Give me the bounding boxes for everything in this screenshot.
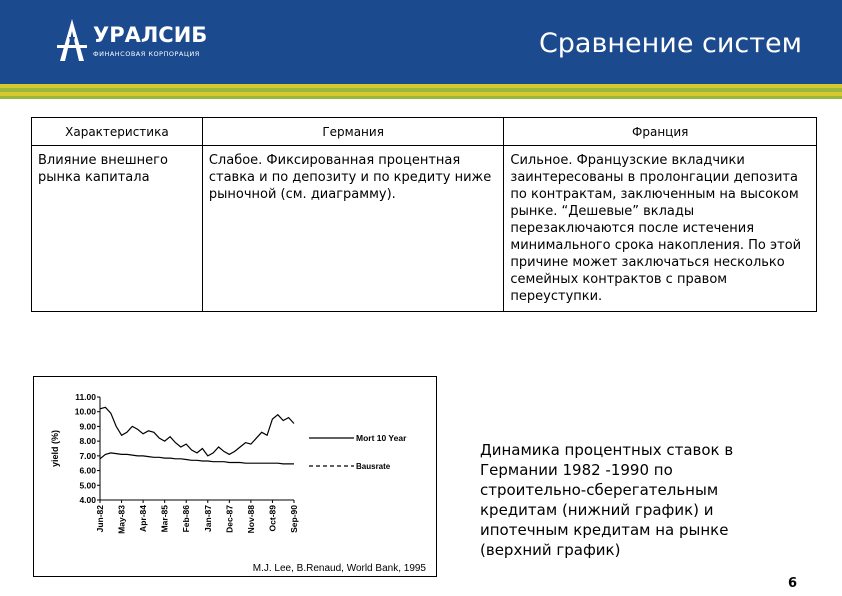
cell-france: Сильное. Французские вкладчики заинтересованы в пролонгации депозита по контрактам, заключенным на высоком рынке. “Дешевые” вклады перезаключаются после истечения минимального срока накопления. По этой причине может заключаться несколько семейных контрактов с правом переуступки. xyxy=(504,146,817,312)
page-number: 6 xyxy=(788,576,798,591)
legend-label-bausrate: Bausrate xyxy=(356,462,391,471)
uralsib-logo xyxy=(55,17,235,67)
table-row xyxy=(32,146,817,312)
y-tick-label: 5.00 xyxy=(79,480,96,491)
comparison-table xyxy=(31,117,817,312)
x-tick-label: Mar-85 xyxy=(159,505,170,533)
y-tick-label: 9.00 xyxy=(79,421,96,432)
y-tick-label: 4.00 xyxy=(79,495,96,505)
x-tick-label: Feb-86 xyxy=(181,505,192,533)
x-tick-label: May-83 xyxy=(116,505,127,534)
x-tick-label: Jun-82 xyxy=(95,505,105,533)
y-tick-label: 6.00 xyxy=(79,465,96,476)
x-tick-label: Apr-84 xyxy=(138,505,149,532)
slide-title: Сравнение систем xyxy=(538,28,802,59)
logo-name: УРАЛСИБ xyxy=(93,23,208,47)
y-tick-label: 11.00 xyxy=(75,392,96,402)
header-germany: Германия xyxy=(202,118,504,146)
series-line-mort xyxy=(100,407,294,456)
x-tick-label: Jan-87 xyxy=(202,505,213,532)
slide-header xyxy=(0,0,842,84)
x-tick-label: Sep-90 xyxy=(289,505,299,533)
x-tick-label: Oct-89 xyxy=(267,505,278,532)
y-tick-label: 10.00 xyxy=(74,406,96,417)
header-stripe-green-2 xyxy=(0,96,842,99)
y-tick-label: 7.00 xyxy=(79,450,96,461)
y-tick-label: 8.00 xyxy=(79,436,96,447)
series-line-bausrate xyxy=(100,453,294,464)
y-axis-label: yield (%) xyxy=(50,429,60,468)
table-header-row xyxy=(32,118,817,146)
header-characteristic: Характеристика xyxy=(32,118,203,146)
cell-characteristic: Влияние внешнего рынка капитала xyxy=(32,146,203,312)
logo-subtitle: ФИНАНСОВАЯ КОРПОРАЦИЯ xyxy=(93,50,200,58)
chart-source: M.J. Lee, B.Renaud, World Bank, 1995 xyxy=(252,563,426,574)
header-france: Франция xyxy=(504,118,817,146)
legend-label-mort: Mort 10 Year xyxy=(356,433,407,443)
interest-rate-chart xyxy=(33,376,437,577)
x-tick-label: Dec-87 xyxy=(224,505,235,533)
chart-caption: Динамика процентных ставок в Германии 1982 -1990 по строительно-сберегательным кредитам (нижний график) и ипотечным кредитам на рынке (верхний график) xyxy=(480,441,734,559)
logo-emblem-icon xyxy=(55,17,89,65)
chart-svg xyxy=(34,377,438,578)
cell-germany: Слабое. Фиксированная процентная ставка и по депозиту и по кредиту ниже рыночной (см. диаграмму). xyxy=(202,146,504,312)
x-tick-label: Nov-88 xyxy=(245,505,256,534)
